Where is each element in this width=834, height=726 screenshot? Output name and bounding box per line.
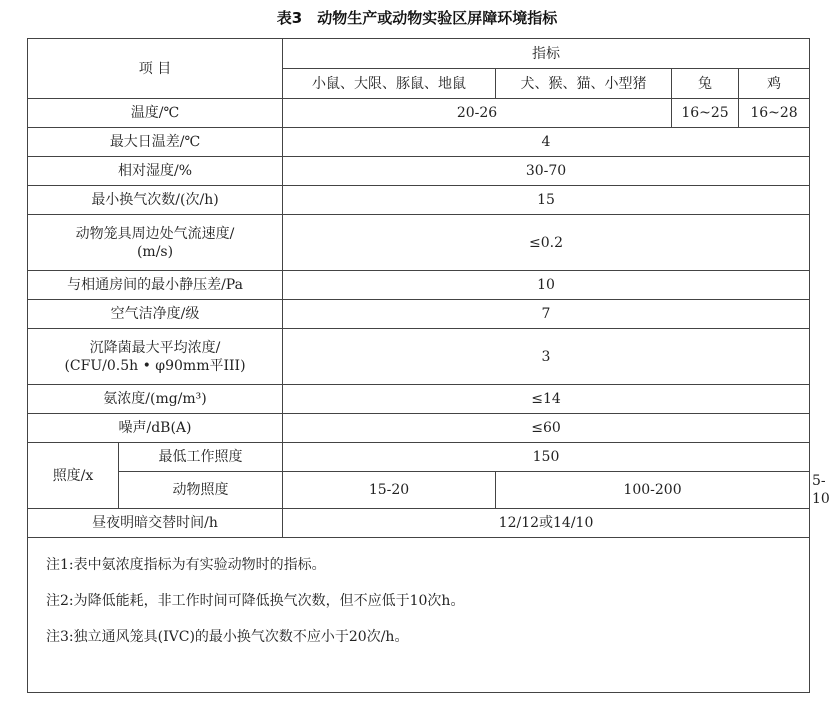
row-value: 16~28 <box>739 99 810 128</box>
table-row: 动物照度 15-20 100-200 5-10 <box>28 472 810 509</box>
row-label-line: 沉降菌最大平均浓度/ <box>89 339 221 356</box>
row-label: 氨浓度/(mg/m³) <box>28 385 283 414</box>
table-row <box>28 300 810 329</box>
header-row <box>28 39 810 69</box>
note-3: 注3:独立通风笼具(IVC)的最小换气次数不应小于20次/h。 <box>46 629 409 645</box>
row-value: 15 <box>283 186 810 215</box>
row-value: 10 <box>283 271 810 300</box>
row-value: 16~25 <box>672 99 739 128</box>
table-row <box>28 329 810 385</box>
row-label: 相对湿度/% <box>28 157 283 186</box>
environment-spec-table <box>27 38 830 693</box>
table-row <box>28 385 810 414</box>
row-value: 4 <box>283 128 810 157</box>
row-value: 7 <box>283 300 810 329</box>
row-value: ≤0.2 <box>283 215 810 271</box>
row-label: 最小换气次数/(次/h) <box>28 186 283 215</box>
row-value: 100-200 <box>496 472 810 509</box>
row-value: ≤60 <box>283 414 810 443</box>
header-indicator-cell: 指标 <box>283 39 810 69</box>
table-title: 表3 动物生产或动物实验区屏障环境指标 <box>276 9 558 27</box>
row-value: ≤14 <box>283 385 810 414</box>
row-value: 3 <box>283 329 810 385</box>
row-label-line: 动物笼具周边处气流速度/ <box>75 225 235 242</box>
row-label-line: (m/s) <box>136 243 174 260</box>
spec-table-container <box>27 38 830 693</box>
row-label: 噪声/dB(A) <box>28 414 283 443</box>
row-value: 15-20 <box>283 472 496 509</box>
table-row <box>28 215 810 271</box>
header-mouse-cell: 小鼠、大限、豚鼠、地鼠 <box>283 69 496 99</box>
row-value: 150 <box>283 443 810 472</box>
row-label: 最大日温差/℃ <box>28 128 283 157</box>
row-label: 动物照度 <box>119 472 283 509</box>
table-row <box>28 186 810 215</box>
row-label <box>28 215 283 271</box>
row-value: 12/12或14/10 <box>283 509 810 538</box>
table-row <box>28 157 810 186</box>
table-row <box>28 271 810 300</box>
row-label: 空气洁净度/级 <box>28 300 283 329</box>
table-row <box>28 99 810 128</box>
row-value: 30-70 <box>283 157 810 186</box>
notes-row <box>28 538 810 693</box>
row-label-line: (CFU/0.5h • φ90mm平III) <box>64 357 246 374</box>
table-row <box>28 443 810 472</box>
note-2: 注2:为降低能耗，非工作时间可降低换气次数，但不应低于10次h。 <box>46 593 465 609</box>
row-label: 与相通房间的最小静压差/Pa <box>28 271 283 300</box>
row-label: 昼夜明暗交替时间/h <box>28 509 283 538</box>
header-rabbit-cell: 兔 <box>672 69 739 99</box>
row-label: 温度/℃ <box>28 99 283 128</box>
table-row <box>28 128 810 157</box>
header-chicken-cell: 鸡 <box>739 69 810 99</box>
header-dog-cell: 犬、猴、猫、小型猪 <box>496 69 672 99</box>
notes-cell <box>28 538 810 693</box>
table-row <box>28 509 810 538</box>
header-item-cell: 项 目 <box>28 39 283 99</box>
table-row <box>28 414 810 443</box>
note-1: 注1:表中氨浓度指标为有实验动物时的指标。 <box>46 557 326 573</box>
row-label: 最低工作照度 <box>119 443 283 472</box>
row-label <box>28 329 283 385</box>
row-value: 20-26 <box>283 99 672 128</box>
illumination-group-label: 照度/x <box>28 443 119 509</box>
